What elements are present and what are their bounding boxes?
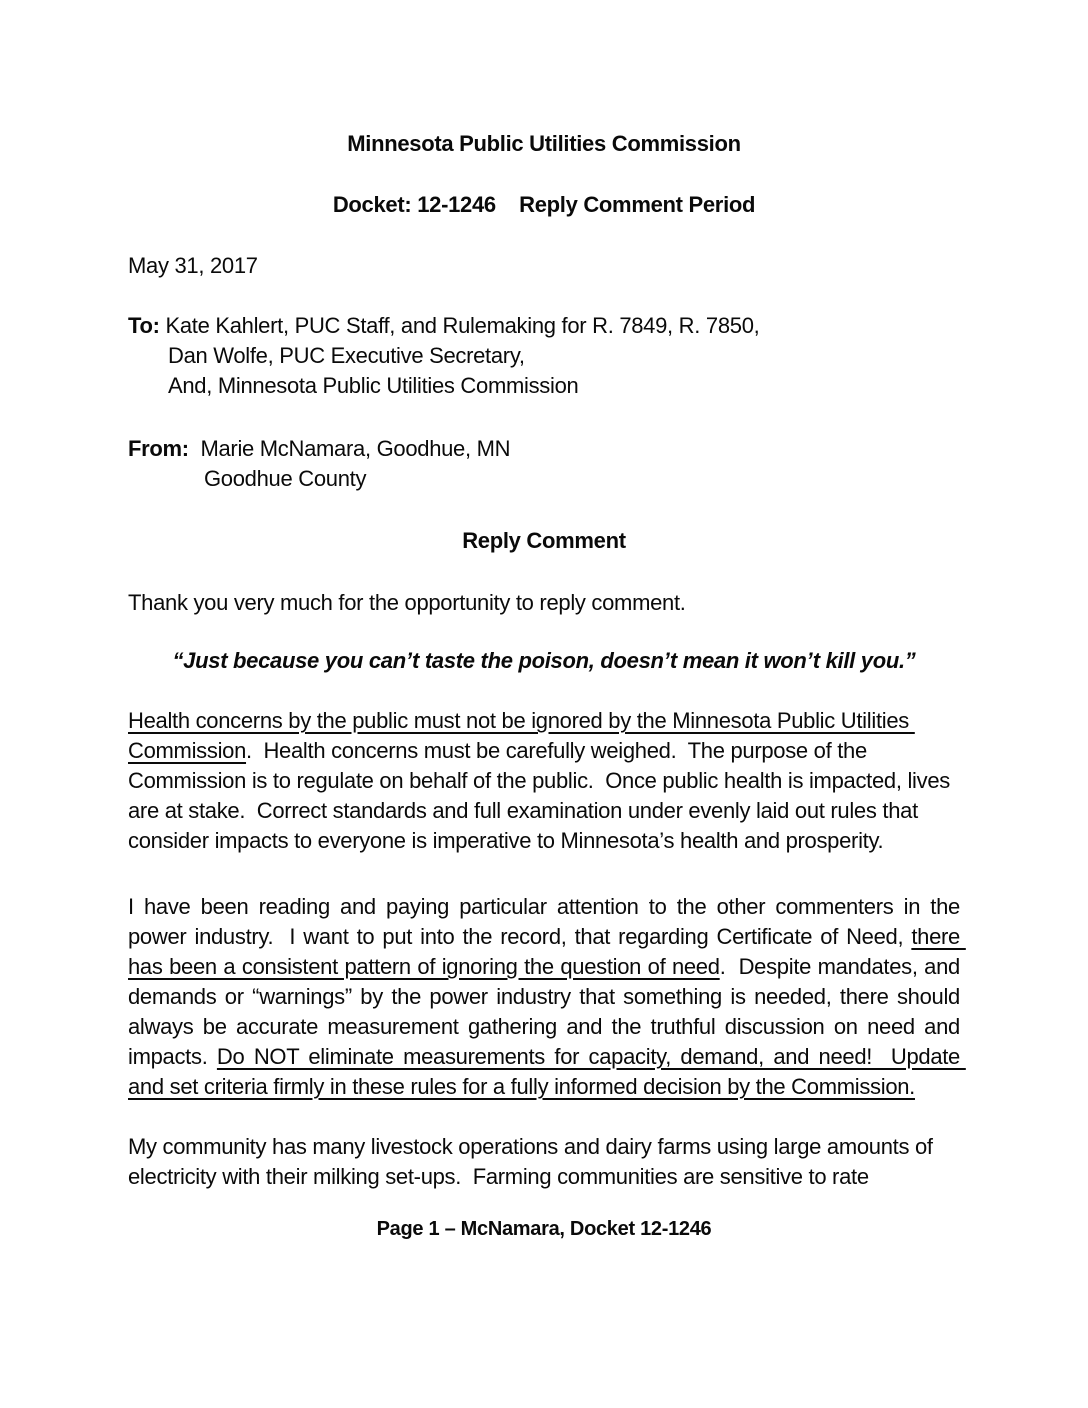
docket-line: Docket: 12-1246 Reply Comment Period xyxy=(332,192,756,217)
document-title: Minnesota Public Utilities Commission xyxy=(347,131,741,156)
to-recipient-3: And, Minnesota Public Utilities Commission xyxy=(168,373,579,398)
underline-segment: Health concerns by the public must not be ignored by the Minnesota Public Utilities Commission xyxy=(128,708,915,763)
reply-comment-heading: Reply Comment xyxy=(462,528,626,553)
intro-paragraph: Thank you very much for the opportunity to reply comment. xyxy=(128,590,686,615)
from-label: From: xyxy=(128,436,189,461)
from-line-1 xyxy=(128,434,960,464)
paragraph-text: . Health concerns must be carefully weighed. The purpose of the Commission is to regulate on behalf of the public. Once public health is impacted, lives are at stake. Correct standards and full examination under evenly laid out rules that consider impacts to everyone is imperative to Minnesota’s health and prosperity. xyxy=(128,738,956,853)
paragraph-health-concerns xyxy=(128,706,960,856)
quote-line: “Just because you can’t taste the poison, doesn’t mean it won’t kill you.” xyxy=(172,648,916,673)
from-county: Goodhue County xyxy=(204,466,367,491)
from-sender: Marie McNamara, Goodhue, MN xyxy=(188,436,511,461)
from-block xyxy=(128,434,960,494)
paragraph-need-pattern xyxy=(128,892,966,1102)
to-recipient-1: Kate Kahlert, PUC Staff, and Rulemaking for R. 7849, R. 7850, xyxy=(159,313,760,338)
to-recipient-2: Dan Wolfe, PUC Executive Secretary, xyxy=(168,343,525,368)
paragraph-community: My community has many livestock operations and dairy farms using large amounts of electricity with their milking set-ups. Farming communities are sensitive to rate xyxy=(128,1134,939,1189)
to-block xyxy=(128,311,960,401)
date-line: May 31, 2017 xyxy=(128,253,258,278)
underline-segment: Do NOT eliminate measurements for capacity, demand, and need! Update and set criteria firmly in these rules for a fully informed decision by the Commission. xyxy=(128,1044,966,1099)
page-footer: Page 1 – McNamara, Docket 12-1246 xyxy=(376,1218,712,1240)
underline-segment: there has been a consistent pattern of ignoring the question of need xyxy=(128,924,966,979)
paragraph-text: . Despite mandates, and demands or “warnings” by the power industry that something is needed, there should always be accurate measurement gathering and the truthful discussion on need and impacts. xyxy=(128,954,966,1069)
to-label: To: xyxy=(128,313,160,338)
to-line-1 xyxy=(128,311,960,341)
paragraph-text: I have been reading and paying particular attention to the other commenters in the power industry. I want to put into the record, that regarding Certificate of Need, xyxy=(128,894,966,949)
